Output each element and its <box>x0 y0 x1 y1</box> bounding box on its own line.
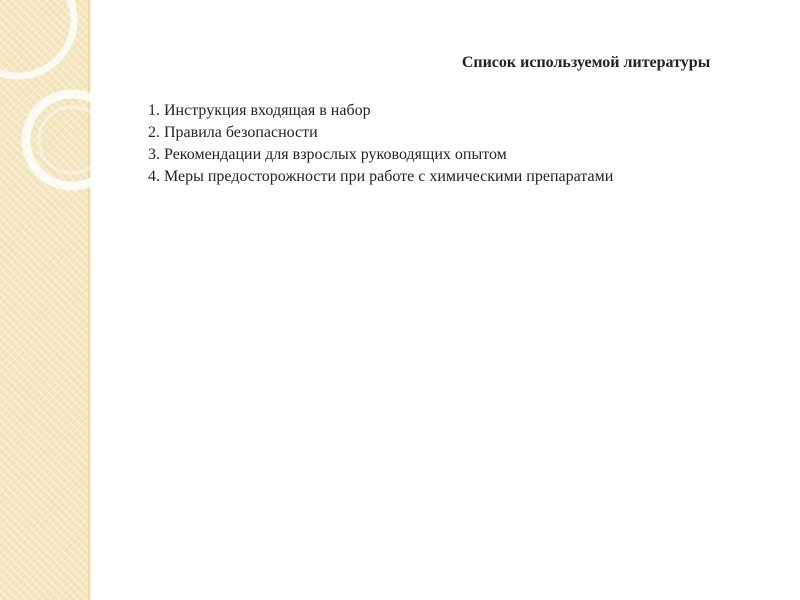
inner-ring <box>39 107 105 173</box>
reference-item: 2. Правила безопасности <box>148 124 318 141</box>
decorative-rings-icon <box>0 0 120 260</box>
slide-content <box>148 52 711 188</box>
slide-title-text: Список используемой литературы <box>461 54 711 71</box>
slide-title <box>0 52 736 74</box>
reference-item: 4. Меры предосторожности при работе с химическими препаратами <box>148 168 614 185</box>
reference-item: 1. Инструкция входящая в набор <box>148 102 371 119</box>
reference-item: 3. Рекомендации для взрослых руководящих опытом <box>148 146 507 163</box>
reference-list <box>148 100 668 188</box>
